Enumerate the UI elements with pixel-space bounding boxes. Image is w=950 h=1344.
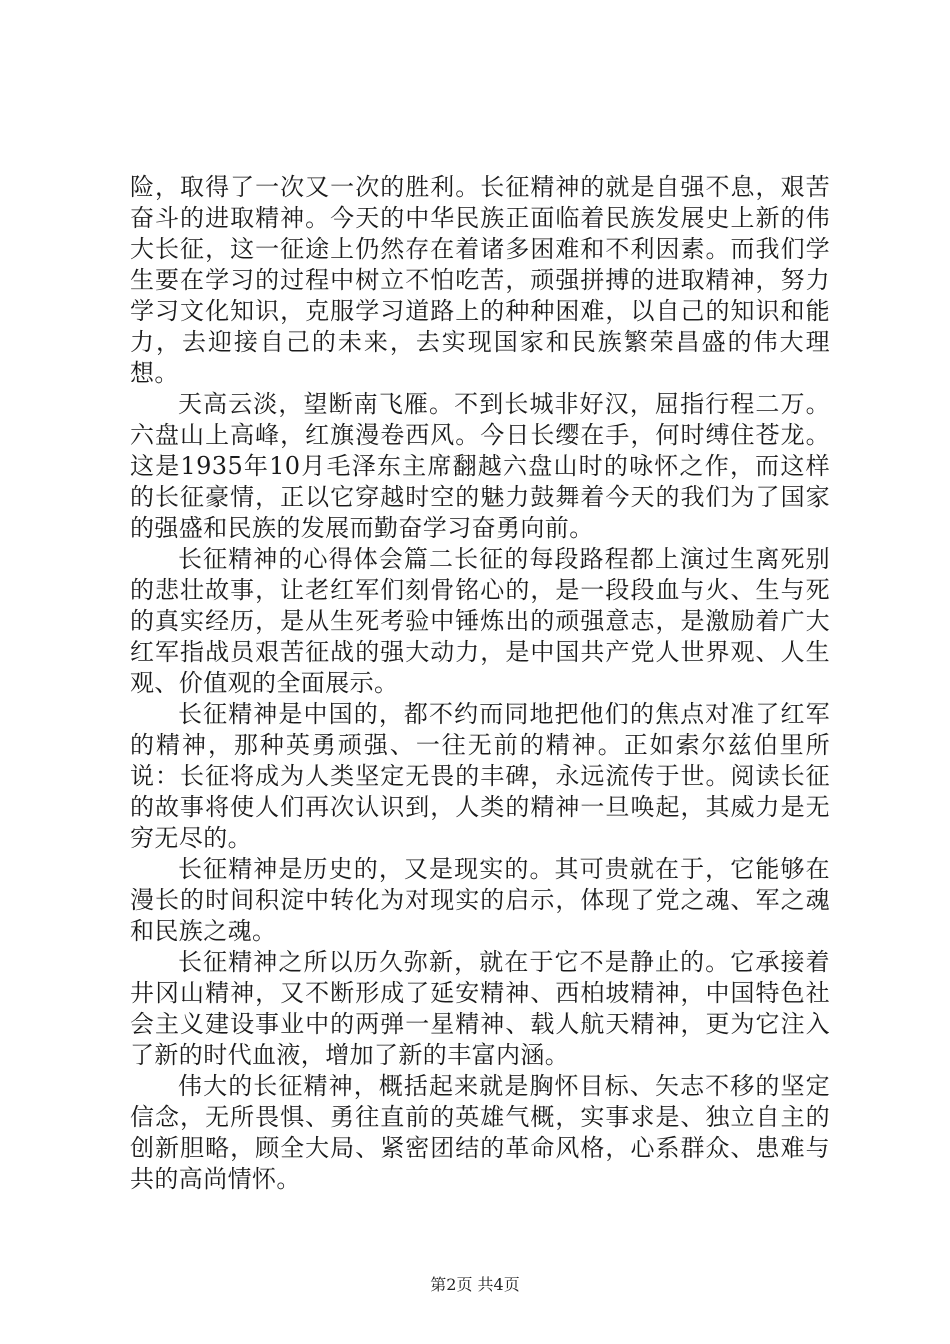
paragraph-6: 长征精神之所以历久弥新，就在于它不是静止的。它承接着井冈山精神，又不断形成了延安精神、西柏坡精神，中国特色社会主义建设事业中的两弹一星精神、载人航天精神，更为它注入了新的时代血液，增加了新的丰富内涵。 <box>130 948 830 1069</box>
paragraph-4: 长征精神是中国的，都不约而同地把他们的焦点对准了红军的精神，那种英勇顽强、一往无前的精神。正如索尔兹伯里所说：长征将成为人类坚定无畏的丰碑，永远流传于世。阅读长征的故事将使人们再次认识到，人类的精神一旦唤起，其威力是无穷无尽的。 <box>130 700 830 852</box>
paragraph-1: 险，取得了一次又一次的胜利。长征精神的就是自强不息，艰苦奋斗的进取精神。今天的中华民族正面临着民族发展史上新的伟大长征，这一征途上仍然存在着诸多困难和不利因素。而我们学生要在学习的过程中树立不怕吃苦，顽强拼搏的进取精神，努力学习文化知识，克服学习道路上的种种困难，以自己的知识和能力，去迎接自己的未来，去实现国家和民族繁荣昌盛的伟大理想。 <box>130 173 830 387</box>
paragraph-5: 长征精神是历史的，又是现实的。其可贵就在于，它能够在漫长的时间积淀中转化为对现实的启示，体现了党之魂、军之魂和民族之魂。 <box>130 855 830 945</box>
paragraph-2: 天高云淡，望断南飞雁。不到长城非好汉，屈指行程二万。六盘山上高峰，红旗漫卷西风。今日长缨在手，何时缚住苍龙。这是1935年10月毛泽东主席翻越六盘山时的咏怀之作，而这样的长征豪情，正以它穿越时空的魅力鼓舞着今天的我们为了国家的强盛和民族的发展而勤奋学习奋勇向前。 <box>130 390 830 542</box>
paragraph-3: 长征精神的心得体会篇二长征的每段路程都上演过生离死别的悲壮故事，让老红军们刻骨铭心的，是一段段血与火、生与死的真实经历，是从生死考验中锤炼出的顽强意志，是激励着广大红军指战员艰苦征战的强大动力，是中国共产党人世界观、人生观、价值观的全面展示。 <box>130 545 830 697</box>
page-number-footer: 第2页 共4页 <box>430 1275 520 1294</box>
paragraph-7: 伟大的长征精神，概括起来就是胸怀目标、矢志不移的坚定信念，无所畏惧、勇往直前的英雄气概，实事求是、独立自主的创新胆略，顾全大局、紧密团结的革命风格，心系群众、患难与共的高尚情怀。 <box>130 1072 830 1193</box>
document-body <box>130 172 830 1195</box>
